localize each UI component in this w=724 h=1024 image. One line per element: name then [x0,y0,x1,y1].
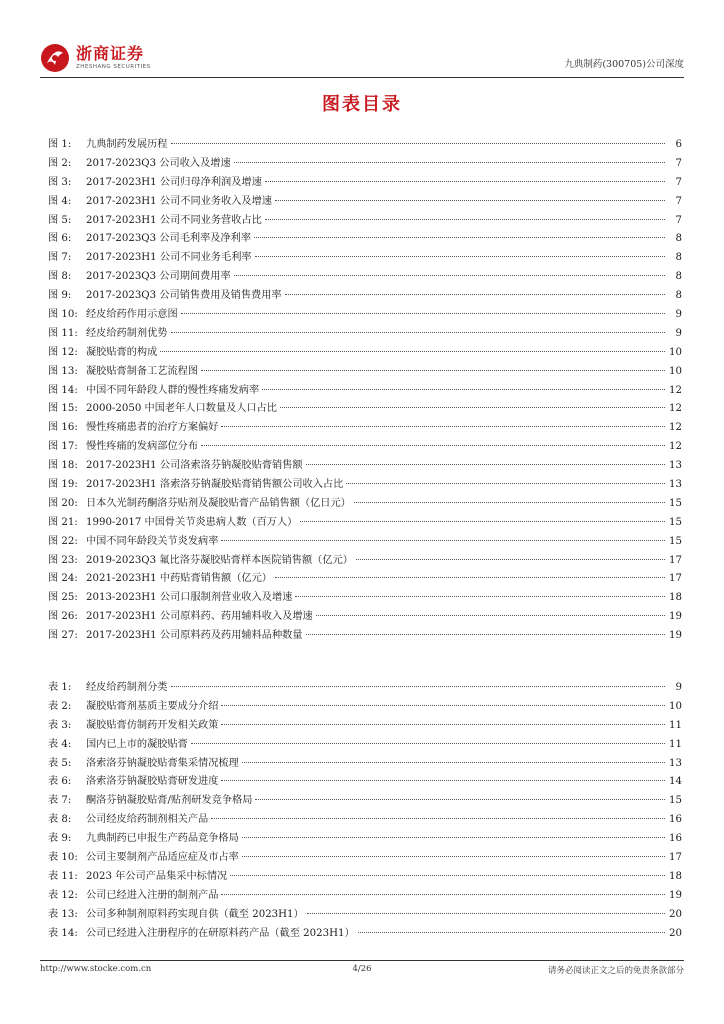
figure-number: 图 25: [48,592,78,604]
figure-page-number: 18 [669,592,682,604]
figure-entry[interactable] [48,229,682,248]
zheshang-logo-icon [40,43,70,73]
figure-number: 图 12: [48,346,78,358]
figure-title: 2017-2023Q3 公司销售费用及销售费用率 [86,290,282,302]
figure-page-number: 19 [669,611,682,623]
figure-page-number: 17 [669,554,682,566]
table-entry[interactable] [48,791,682,810]
figure-page-number: 7 [675,195,682,207]
figure-title: 经皮给药制剂优势 [86,327,168,339]
figure-number: 图 5: [48,214,72,226]
figure-entry[interactable] [48,513,682,532]
figure-entry[interactable] [48,588,682,607]
dot-leader [211,818,665,819]
table-number: 表 4: [48,738,72,750]
figure-number: 图 24: [48,573,78,585]
figure-title: 2017-2023H1 公司不同业务收入及增速 [86,195,272,207]
figure-page-number: 10 [669,346,682,358]
figure-entry[interactable] [48,192,682,211]
table-page-number: 20 [669,908,682,920]
table-number: 表 11: [48,870,78,882]
figure-entry[interactable] [48,569,682,588]
figure-page-number: 8 [675,290,682,302]
figure-page-number: 19 [669,630,682,642]
table-page-number: 16 [669,814,682,826]
figure-title: 2017-2023H1 公司不同业务营收占比 [86,214,262,226]
dot-leader [242,762,665,763]
page-title: 图表目录 [322,94,402,115]
dot-leader [275,200,665,201]
figure-number: 图 4: [48,195,72,207]
figure-page-number: 12 [669,441,682,453]
table-number: 表 8: [48,814,72,826]
table-entry[interactable] [48,829,682,848]
figure-title: 2017-2023H1 公司原料药及药用辅料品种数量 [86,630,303,642]
table-number: 表 9: [48,833,72,845]
table-page-number: 11 [669,719,682,731]
figure-title: 2017-2023H1 公司不同业务毛利率 [86,252,252,264]
figure-title: 凝胶贴膏制备工艺流程图 [86,365,199,377]
table-title: 公司已经进入注册程序的在研原料药产品（截至 2023H1） [86,927,355,939]
table-title: 2023 年公司产品集采中标情况 [86,870,228,882]
dot-leader [275,577,665,578]
figure-entry[interactable] [48,456,682,475]
dot-leader [242,837,665,838]
dot-leader [221,780,665,781]
dot-leader [221,705,665,706]
table-number: 表 5: [48,757,72,769]
dot-leader [354,502,665,503]
dot-leader [242,856,665,857]
figure-number: 图 18: [48,460,78,472]
table-number: 表 2: [48,700,72,712]
dot-leader [255,799,665,800]
dot-leader [356,559,665,560]
dot-leader [171,143,666,144]
figure-number: 图 2: [48,157,72,169]
table-number: 表 14: [48,927,78,939]
figure-entry[interactable] [48,211,682,230]
figure-page-number: 8 [675,233,682,245]
figure-page-number: 17 [669,573,682,585]
figure-entry[interactable] [48,475,682,494]
figure-entry[interactable] [48,248,682,267]
dot-leader [160,351,665,352]
dot-leader [201,445,665,446]
table-number: 表 1: [48,682,72,693]
figure-entry[interactable] [48,267,682,286]
table-title: 公司已经进入注册的制剂产品 [86,889,219,901]
table-entry[interactable] [48,754,682,773]
figure-title: 经皮给药作用示意图 [86,309,178,321]
logo-chinese-name: 浙商证券 [76,44,145,63]
table-page-number: 15 [669,795,682,807]
footer-url: http://www.stocke.com.cn [40,964,152,974]
dot-leader [300,521,665,522]
figure-number: 图 26: [48,611,78,623]
table-title: 公司主要制剂产品适应症及市占率 [86,852,239,864]
figure-title: 2017-2023Q3 公司毛利率及净利率 [86,233,252,245]
table-page-number: 19 [669,889,682,901]
table-title: 九典制药已申报生产药品竞争格局 [86,833,239,845]
figure-title: 2000-2050 中国老年人口数量及人口占比 [86,403,277,415]
table-entry[interactable] [48,848,682,867]
table-page-number: 16 [669,833,682,845]
figure-page-number: 15 [669,497,682,509]
dot-leader [265,181,665,182]
dot-leader [262,389,665,390]
dot-leader [181,313,665,314]
figure-page-number: 9 [675,309,682,321]
figure-title: 2017-2023H1 公司洛索洛芬钠凝胶贴膏销售额 [86,460,303,472]
figure-title: 慢性疼痛的发病部位分布 [86,441,199,453]
figure-entry[interactable] [48,362,682,381]
dot-leader [295,596,665,597]
figure-title: 九典制药发展历程 [86,139,168,150]
figure-title: 日本久光制药酮洛芬贴剂及凝胶贴膏产品销售额（亿日元） [86,497,351,509]
disclaimer-note: 请务必阅读正文之后的免责条款部分 [547,966,684,976]
figure-page-number: 15 [669,535,682,547]
figure-page-number: 7 [675,176,682,188]
figure-title: 2017-2023H1 公司归母净利润及增速 [86,176,262,188]
table-title: 公司经皮给药制剂相关产品 [86,814,209,826]
report-title: 九典制药(300705)公司深度 [564,59,684,70]
figure-title: 中国不同年龄段人群的慢性疼痛发病率 [86,384,260,396]
page-footer [40,964,684,978]
table-entry[interactable] [48,678,682,697]
dot-leader [254,237,665,238]
table-title: 洛索洛芬钠凝胶贴膏集采情况梳理 [86,757,239,769]
figure-page-number: 10 [669,365,682,377]
table-page-number: 13 [669,757,682,769]
figure-entry[interactable] [48,381,682,400]
table-title: 凝胶贴膏剂基质主要成分介绍 [86,700,219,712]
table-entry[interactable] [48,886,682,905]
table-page-number: 20 [669,927,682,939]
figure-page-number: 13 [669,460,682,472]
table-entry[interactable] [48,924,682,943]
dot-leader [346,483,665,484]
figure-number: 图 13: [48,365,78,377]
dot-leader [234,162,665,163]
figure-page-number: 7 [675,157,682,169]
table-entry[interactable] [48,905,682,924]
table-title: 凝胶贴膏仿制药开发相关政策 [86,719,219,731]
figure-title: 凝胶贴膏的构成 [86,346,158,358]
figure-page-number: 15 [669,516,682,528]
figure-number: 图 10: [48,309,78,321]
table-number: 表 3: [48,719,72,731]
dot-leader [280,407,665,408]
table-entry[interactable] [48,810,682,829]
figure-title: 中国不同年龄段关节炎发病率 [86,535,219,547]
dot-leader [234,275,665,276]
figure-title: 慢性疼痛患者的治疗方案偏好 [86,422,219,434]
dot-leader [221,426,665,427]
table-page-number: 14 [669,776,682,788]
figure-page-number: 7 [675,214,682,226]
figure-entry[interactable] [48,154,682,173]
dot-leader [306,464,665,465]
figure-number: 图 27: [48,630,78,642]
figure-number: 图 17: [48,441,78,453]
figure-title: 2017-2023Q3 公司收入及增速 [86,157,231,169]
figure-entry[interactable] [48,324,682,343]
table-title: 洛索洛芬钠凝胶贴膏研发进度 [86,776,219,788]
dot-leader [316,615,665,616]
figure-entry[interactable] [48,343,682,362]
dot-leader [255,256,665,257]
figure-number: 图 16: [48,422,78,434]
dot-leader [221,724,665,725]
figure-number: 图 1: [48,139,72,150]
table-entry[interactable] [48,716,682,735]
table-entry[interactable] [48,772,682,791]
figure-number: 图 11: [48,327,78,339]
dot-leader [306,634,665,635]
figure-entry[interactable] [48,286,682,305]
table-entry[interactable] [48,867,682,886]
dot-leader [285,294,665,295]
dot-leader [201,370,665,371]
dot-leader [191,743,665,744]
table-list [48,678,682,942]
figure-title: 2021-2023H1 中药贴膏销售额（亿元） [86,573,272,585]
table-page-number: 9 [675,682,682,693]
table-entry[interactable] [48,735,682,754]
figure-number: 图 6: [48,233,72,245]
figure-title: 1990-2017 中国骨关节炎患病人数（百万人） [86,516,298,528]
figure-page-number: 6 [675,139,682,150]
dot-leader [230,875,665,876]
figure-list [48,135,682,645]
figure-number: 图 15: [48,403,78,415]
table-title: 酮洛芬钠凝胶贴膏/贴剂研发竞争格局 [86,795,253,807]
table-page-number: 17 [669,852,682,864]
figure-entry[interactable] [48,607,682,626]
figure-page-number: 8 [675,252,682,264]
figure-title: 2017-2023H1 洛索洛芬钠凝胶贴膏销售额公司收入占比 [86,479,344,491]
figure-title: 2013-2023H1 公司口服制剂营业收入及增速 [86,592,293,604]
dot-leader [171,332,666,333]
figure-number: 图 21: [48,516,78,528]
figure-number: 图 20: [48,497,78,509]
figure-entry[interactable] [48,494,682,513]
table-title: 国内已上市的凝胶贴膏 [86,738,188,750]
page-header [40,40,684,76]
figure-entry[interactable] [48,551,682,570]
figure-number: 图 7: [48,252,72,264]
dot-leader [171,686,666,687]
figure-number: 图 22: [48,535,78,547]
table-page-number: 18 [669,870,682,882]
table-number: 表 6: [48,776,72,788]
figure-number: 图 8: [48,271,72,283]
figure-page-number: 8 [675,271,682,283]
header-divider [40,77,684,78]
dot-leader [307,913,665,914]
figure-page-number: 9 [675,327,682,339]
figure-entry[interactable] [48,532,682,551]
figure-entry[interactable] [48,305,682,324]
figure-page-number: 12 [669,422,682,434]
figure-entry[interactable] [48,399,682,418]
figure-entry[interactable] [48,173,682,192]
figure-title: 2017-2023H1 公司原料药、药用辅料收入及增速 [86,611,313,623]
figure-number: 图 14: [48,384,78,396]
figure-page-number: 12 [669,384,682,396]
table-page-number: 11 [669,738,682,750]
figure-number: 图 3: [48,176,72,188]
table-page-number: 10 [669,700,682,712]
table-title: 经皮给药制剂分类 [86,682,168,693]
page-number: 4/26 [352,964,372,974]
figure-entry[interactable] [48,626,682,645]
figure-page-number: 12 [669,403,682,415]
logo-text [76,45,151,71]
figure-entry[interactable] [48,418,682,437]
table-number: 表 10: [48,852,78,864]
table-title: 公司多种制剂原料药实现自供（截至 2023H1） [86,908,304,920]
table-entry[interactable] [48,697,682,716]
dot-leader [358,932,665,933]
figure-entry[interactable] [48,135,682,154]
figure-number: 图 23: [48,554,78,566]
logo-english-name: ZHESHANG SECURITIES [76,64,151,70]
figure-title: 2019-2023Q3 氟比洛芬凝胶贴膏样本医院销售额（亿元） [86,554,353,566]
dot-leader [221,894,665,895]
table-number: 表 7: [48,795,72,807]
figure-number: 图 9: [48,290,72,302]
figure-entry[interactable] [48,437,682,456]
figure-title: 2017-2023Q3 公司期间费用率 [86,271,231,283]
figure-page-number: 13 [669,479,682,491]
table-number: 表 13: [48,908,78,920]
dot-leader [221,540,665,541]
footer-divider [40,960,684,961]
company-logo [40,40,151,76]
table-number: 表 12: [48,889,78,901]
figure-number: 图 19: [48,479,78,491]
dot-leader [265,219,665,220]
